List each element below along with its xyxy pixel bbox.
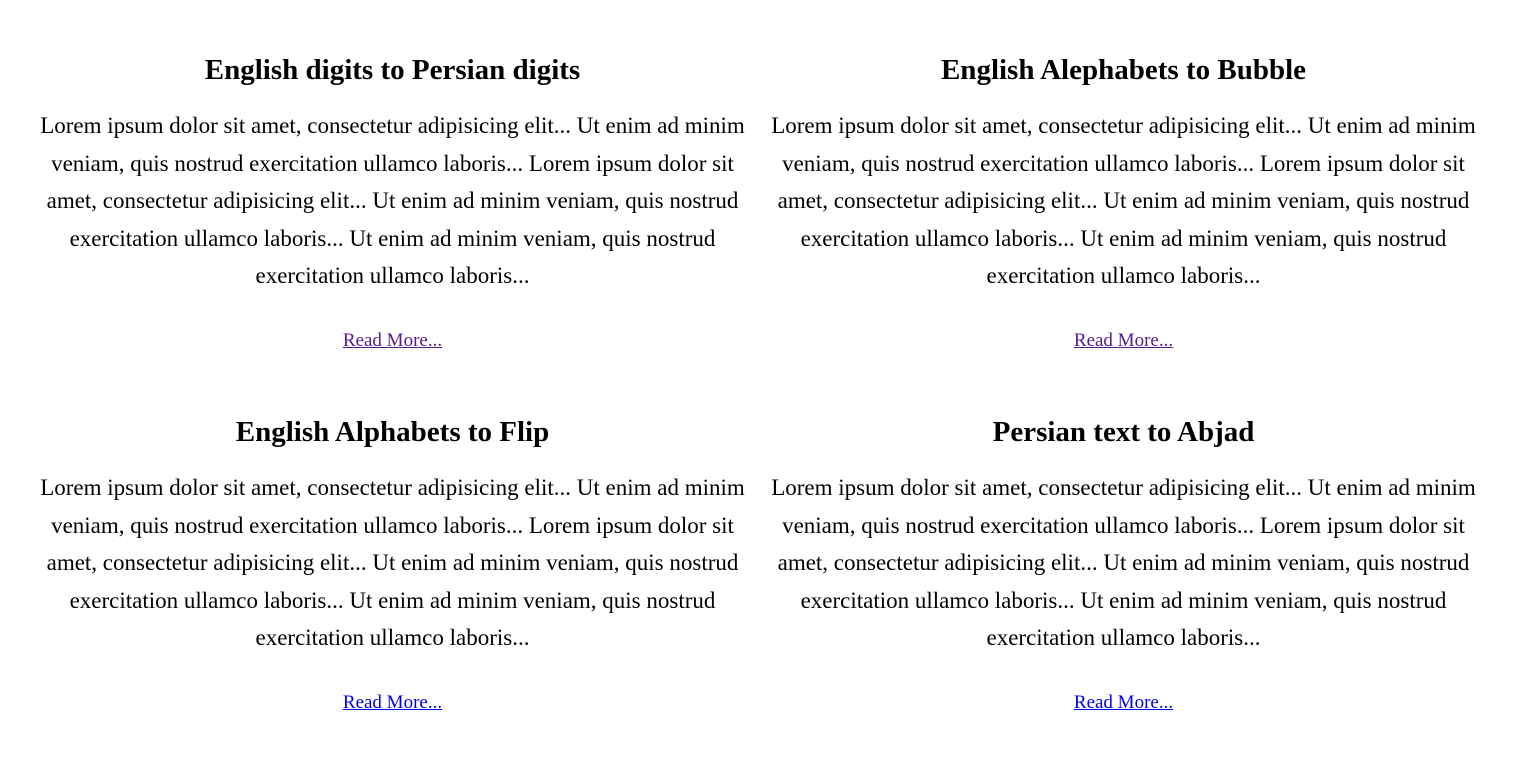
read-more-link[interactable]: Read More...	[1073, 691, 1174, 713]
card-description: Lorem ipsum dolor sit amet, consectetur adipisicing elit... Ut enim ad minim veniam, quis nostrud exercitation ullamco laboris... Lorem ipsum dolor sit amet, consectetur adipisicing elit... Ut enim ad minim veniam, quis nostrud exercitation ullamco laboris... Ut enim ad minim veniam, quis nostrud exercitation ullamco laboris...	[40, 475, 745, 650]
article-card-abjad	[758, 415, 1489, 715]
article-card-persian-digits	[27, 53, 758, 353]
card-title: English Alphabets to Flip	[235, 416, 550, 448]
card-description: Lorem ipsum dolor sit amet, consectetur adipisicing elit... Ut enim ad minim veniam, quis nostrud exercitation ullamco laboris... Lorem ipsum dolor sit amet, consectetur adipisicing elit... Ut enim ad minim veniam, quis nostrud exercitation ullamco laboris... Ut enim ad minim veniam, quis nostrud exercitation ullamco laboris...	[40, 113, 745, 288]
card-description: Lorem ipsum dolor sit amet, consectetur adipisicing elit... Ut enim ad minim veniam, quis nostrud exercitation ullamco laboris... Lorem ipsum dolor sit amet, consectetur adipisicing elit... Ut enim ad minim veniam, quis nostrud exercitation ullamco laboris... Ut enim ad minim veniam, quis nostrud exercitation ullamco laboris...	[771, 113, 1476, 288]
card-title: English Alephabets to Bubble	[940, 54, 1307, 86]
card-description: Lorem ipsum dolor sit amet, consectetur adipisicing elit... Ut enim ad minim veniam, quis nostrud exercitation ullamco laboris... Lorem ipsum dolor sit amet, consectetur adipisicing elit... Ut enim ad minim veniam, quis nostrud exercitation ullamco laboris... Ut enim ad minim veniam, quis nostrud exercitation ullamco laboris...	[771, 475, 1476, 650]
read-more-link[interactable]: Read More...	[1073, 329, 1174, 351]
article-card-flip	[27, 415, 758, 715]
read-more-link[interactable]: Read More...	[342, 329, 443, 351]
read-more-link[interactable]: Read More...	[342, 691, 443, 713]
card-title: Persian text to Abjad	[992, 416, 1255, 448]
card-title: English digits to Persian digits	[204, 54, 581, 86]
article-card-bubble	[758, 53, 1489, 353]
